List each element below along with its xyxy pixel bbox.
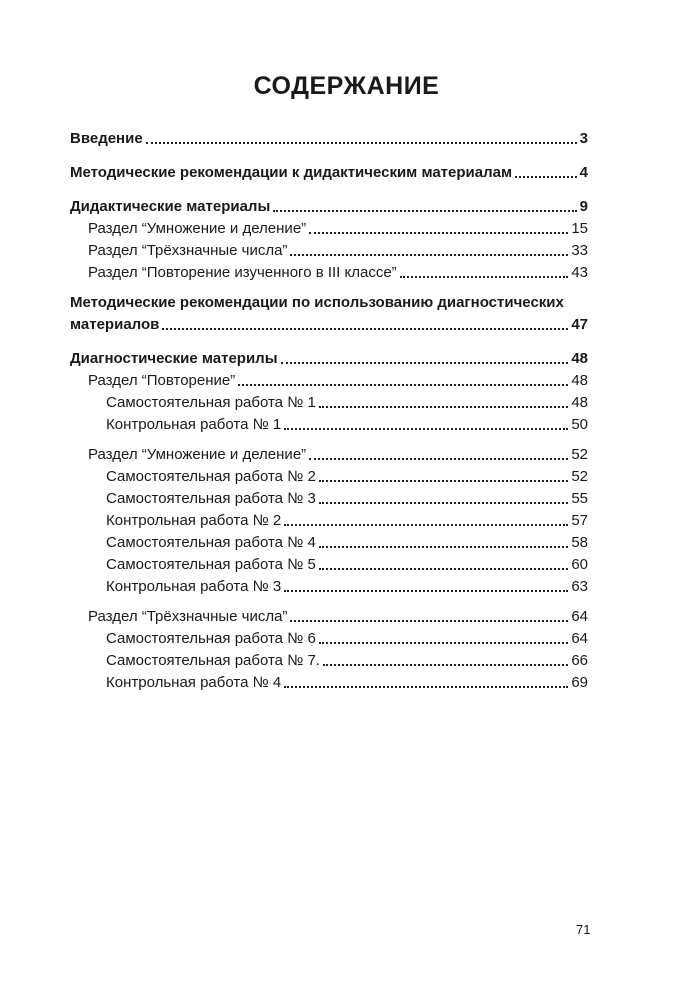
toc-entry-diag-rec-line1[interactable] xyxy=(70,296,588,314)
toc-entry-work[interactable] xyxy=(70,532,588,554)
toc-entry-work[interactable] xyxy=(70,650,588,672)
toc-entry-work[interactable] xyxy=(70,392,588,414)
dot-leader xyxy=(319,502,569,504)
toc-entry-label: Самостоятельная работа № 3 xyxy=(106,490,316,507)
toc-entry-work[interactable] xyxy=(70,466,588,488)
toc-entry-work[interactable] xyxy=(70,628,588,650)
dot-leader xyxy=(290,620,568,622)
toc-entry-label: Введение xyxy=(70,130,143,147)
dot-leader xyxy=(319,568,569,570)
dot-leader xyxy=(284,686,568,688)
toc-entry-label: Дидактические материалы xyxy=(70,198,271,215)
dot-leader xyxy=(400,276,569,278)
dot-leader xyxy=(238,384,568,386)
toc-entry-page: 55 xyxy=(571,490,588,507)
dot-leader xyxy=(309,458,568,460)
toc-entry-label: Раздел “Умножение и деление” xyxy=(88,220,307,237)
toc-entry-label: Самостоятельная работа № 2 xyxy=(106,468,316,485)
toc-entry-label: Контрольная работа № 3 xyxy=(106,578,282,595)
toc-entry-page: 47 xyxy=(571,316,588,333)
toc-entry-diag-section[interactable] xyxy=(70,444,588,466)
toc-entry-work[interactable] xyxy=(70,554,588,576)
toc-entry-page: 43 xyxy=(571,264,588,281)
toc-entry-page: 50 xyxy=(571,416,588,433)
page-title: СОДЕРЖАНИЕ xyxy=(253,72,440,100)
toc-entry-label: Самостоятельная работа № 1 xyxy=(106,394,316,411)
toc-entry-label: Контрольная работа № 2 xyxy=(106,512,282,529)
toc-entry-label: Методические рекомендации по использованию диагностических xyxy=(70,294,564,311)
dot-leader xyxy=(146,142,577,144)
toc-entry-didactic-section[interactable] xyxy=(70,218,588,240)
toc-entry-work[interactable] xyxy=(70,414,588,436)
dot-leader xyxy=(273,210,576,212)
toc-entry-didactic[interactable] xyxy=(70,196,588,218)
toc-entry-page: 15 xyxy=(571,220,588,237)
toc-entry-label: Контрольная работа № 4 xyxy=(106,674,282,691)
toc-entry-didactic-section[interactable] xyxy=(70,262,588,284)
dot-leader xyxy=(319,406,569,408)
toc-entry-label: Диагностические материлы xyxy=(70,350,278,367)
toc-entry-label: Методические рекомендации к дидактическим материалам xyxy=(70,164,513,181)
toc-entry-diag-rec[interactable] xyxy=(70,314,588,336)
toc-entry-diag-section[interactable] xyxy=(70,370,588,392)
dot-leader xyxy=(319,642,569,644)
toc-entry-page: 4 xyxy=(579,164,588,181)
toc-entry-label: Раздел “Трёхзначные числа” xyxy=(88,608,288,625)
toc-entry-label: Самостоятельная работа № 5 xyxy=(106,556,316,573)
dot-leader xyxy=(319,480,569,482)
toc-entry-diag[interactable] xyxy=(70,348,588,370)
page-number: 71 xyxy=(576,922,591,937)
toc-entry-page: 48 xyxy=(571,350,588,367)
toc-entry-diag-section[interactable] xyxy=(70,606,588,628)
toc-entry-label: Раздел “Умножение и деление” xyxy=(88,446,307,463)
toc-entry-label: Раздел “Повторение изученного в III классе” xyxy=(88,264,397,281)
toc-entry-page: 52 xyxy=(571,468,588,485)
toc-entry-page: 64 xyxy=(571,608,588,625)
toc-entry-label: Самостоятельная работа № 7. xyxy=(106,652,320,669)
dot-leader xyxy=(281,362,569,364)
toc-entry-label: Самостоятельная работа № 4 xyxy=(106,534,316,551)
toc-entry-work[interactable] xyxy=(70,672,588,694)
toc-entry-page: 57 xyxy=(571,512,588,529)
toc-entry-work[interactable] xyxy=(70,488,588,510)
dot-leader xyxy=(162,328,568,330)
toc-entry-page: 9 xyxy=(579,198,588,215)
toc-entry-didactic-section[interactable] xyxy=(70,240,588,262)
toc-entry-page: 64 xyxy=(571,630,588,647)
toc-entry-page: 60 xyxy=(571,556,588,573)
table-of-contents xyxy=(70,128,588,694)
toc-entry-page: 48 xyxy=(571,372,588,389)
toc-entry-label: Раздел “Повторение” xyxy=(88,372,236,389)
dot-leader xyxy=(290,254,568,256)
toc-entry-page: 33 xyxy=(571,242,588,259)
toc-entry-page: 69 xyxy=(571,674,588,691)
toc-entry-page: 52 xyxy=(571,446,588,463)
toc-entry-label: Раздел “Трёхзначные числа” xyxy=(88,242,288,259)
toc-entry-page: 66 xyxy=(571,652,588,669)
toc-entry-method-rec[interactable] xyxy=(70,162,588,184)
dot-leader xyxy=(323,664,568,666)
toc-entry-intro[interactable] xyxy=(70,128,588,150)
dot-leader xyxy=(284,428,568,430)
toc-entry-page: 3 xyxy=(579,130,588,147)
toc-entry-page: 63 xyxy=(571,578,588,595)
dot-leader xyxy=(515,176,577,178)
toc-entry-page: 48 xyxy=(571,394,588,411)
dot-leader xyxy=(284,590,568,592)
toc-entry-label: Самостоятельная работа № 6 xyxy=(106,630,316,647)
toc-entry-work[interactable] xyxy=(70,576,588,598)
dot-leader xyxy=(309,232,568,234)
toc-entry-page: 58 xyxy=(571,534,588,551)
dot-leader xyxy=(284,524,568,526)
toc-entry-label: Контрольная работа № 1 xyxy=(106,416,282,433)
dot-leader xyxy=(319,546,569,548)
toc-entry-work[interactable] xyxy=(70,510,588,532)
toc-entry-label: материалов xyxy=(70,316,160,333)
